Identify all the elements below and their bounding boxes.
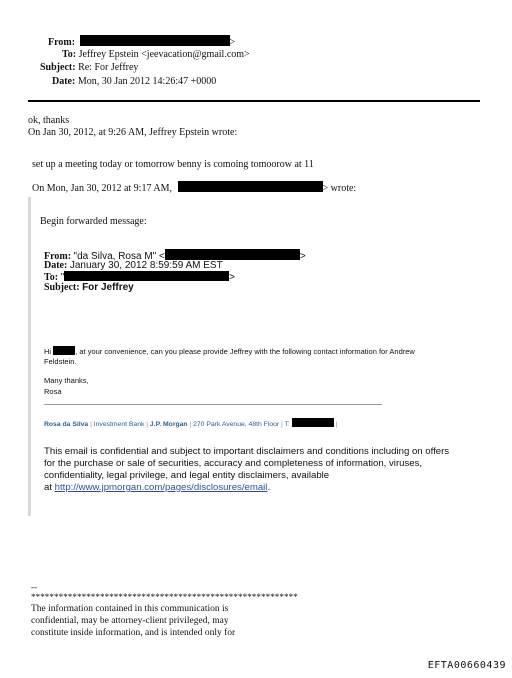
signature-name: Rosa da Silva xyxy=(44,421,89,428)
quoted-attribution-prefix: On Mon, Jan 30, 2012 at 9:17 AM, xyxy=(32,183,172,194)
header-from-label: From: xyxy=(48,37,76,48)
signature-line xyxy=(44,418,337,428)
bates-number: EFTA00660439 xyxy=(427,660,506,671)
signature-address: 270 Park Avenue, 48th Floor xyxy=(193,421,280,428)
redaction-box xyxy=(64,271,229,281)
quoted-attribution-suffix: > wrote: xyxy=(322,183,357,194)
forward-to-tail: > xyxy=(229,272,235,283)
redaction-box xyxy=(53,346,75,355)
quoted-attribution xyxy=(32,181,356,194)
signature-sep: | xyxy=(88,421,94,428)
forward-subject-value: For Jeffrey xyxy=(82,282,134,293)
header-divider xyxy=(28,100,480,102)
forward-to-label: To: xyxy=(44,272,59,283)
redaction-box xyxy=(80,35,230,46)
signature-company: J.P. Morgan xyxy=(149,421,188,428)
redaction-box xyxy=(165,249,300,260)
header-date-value: Mon, 30 Jan 2012 14:26:47 +0000 xyxy=(77,76,217,87)
quoted-instruction: set up a meeting today or tomorrow benny is comoing tomoorow at 11 xyxy=(32,159,314,170)
disclaimer-line-3: confidentiality, legal privilege, and legal entity disclaimers, available xyxy=(44,470,330,481)
body-thanks: Many thanks, xyxy=(44,376,89,385)
forward-date-label: Date: xyxy=(44,260,68,271)
disclaimer-line-2: for the purchase or sale of securities, accuracy and completeness of information, viruses, xyxy=(44,458,423,469)
footer-line-3: constitute inside information, and is intended only for xyxy=(31,628,236,638)
footer-dashes: -- xyxy=(31,582,37,592)
forward-from-tail: > xyxy=(299,251,306,262)
quote-bar xyxy=(28,197,31,516)
disclaimer-line-4 xyxy=(44,482,270,493)
redaction-box xyxy=(292,418,334,427)
signature-sep: | xyxy=(187,421,194,428)
signature-sep: | xyxy=(144,421,150,428)
forward-from-value: "da Silva, Rosa M" < xyxy=(73,251,165,262)
signature-divider xyxy=(44,404,382,405)
header-subject-value: Re: For Jeffrey xyxy=(78,62,139,73)
disclaimer-period: . xyxy=(267,482,271,493)
reply-line-2: On Jan 30, 2012, at 9:26 AM, Jeffrey Epstein wrote: xyxy=(28,127,238,138)
disclaimer-at: at xyxy=(44,482,55,493)
body-name: Rosa xyxy=(44,387,62,396)
body-hi: Hi xyxy=(44,347,52,356)
header-to-value: Jeffrey Epstein <jeevacation@gmail.com> xyxy=(78,49,250,60)
header-from-tail: > xyxy=(229,37,236,48)
forward-subject-label: Subject: xyxy=(44,282,80,293)
body-line-2: Feldstein. xyxy=(44,357,77,366)
forward-date-value: January 30, 2012 8:59:59 AM EST xyxy=(69,260,223,271)
signature-tail: | xyxy=(333,421,338,428)
header-date-label: Date: xyxy=(52,76,76,87)
header-to-label: To: xyxy=(62,49,77,60)
body-line-1 xyxy=(44,346,415,356)
footer-stars: ********************************************************** xyxy=(31,592,298,602)
header-from-line xyxy=(48,35,235,48)
footer-line-2: confidential, may be attorney-client privileged, may xyxy=(31,616,229,626)
forward-begin: Begin forwarded message: xyxy=(40,216,147,227)
forward-to-value: " xyxy=(60,272,65,283)
redaction-box xyxy=(178,181,323,192)
header-date-line xyxy=(52,76,216,87)
footer-line-1: The information contained in this communication is xyxy=(31,604,229,614)
forward-date-line xyxy=(44,260,223,271)
signature-dept: Investment Bank xyxy=(93,421,145,428)
header-subject-line xyxy=(40,62,138,73)
reply-line-1: ok, thanks xyxy=(28,115,70,126)
signature-sep: | xyxy=(279,421,285,428)
header-to-line xyxy=(62,49,250,60)
forward-subject-line xyxy=(44,282,134,293)
disclosures-link[interactable]: http://www.jpmorgan.com/pages/disclosures/email xyxy=(54,482,268,493)
forward-from-label: From: xyxy=(44,251,72,262)
header-subject-label: Subject: xyxy=(40,62,76,73)
signature-tel-label: T: xyxy=(284,421,290,428)
body-request: , at your convenience, can you please provide Jeffrey with the following contact information for Andrew xyxy=(75,347,415,356)
disclaimer-line-1: This email is confidential and subject to important disclaimers and conditions including on offers xyxy=(44,446,450,457)
